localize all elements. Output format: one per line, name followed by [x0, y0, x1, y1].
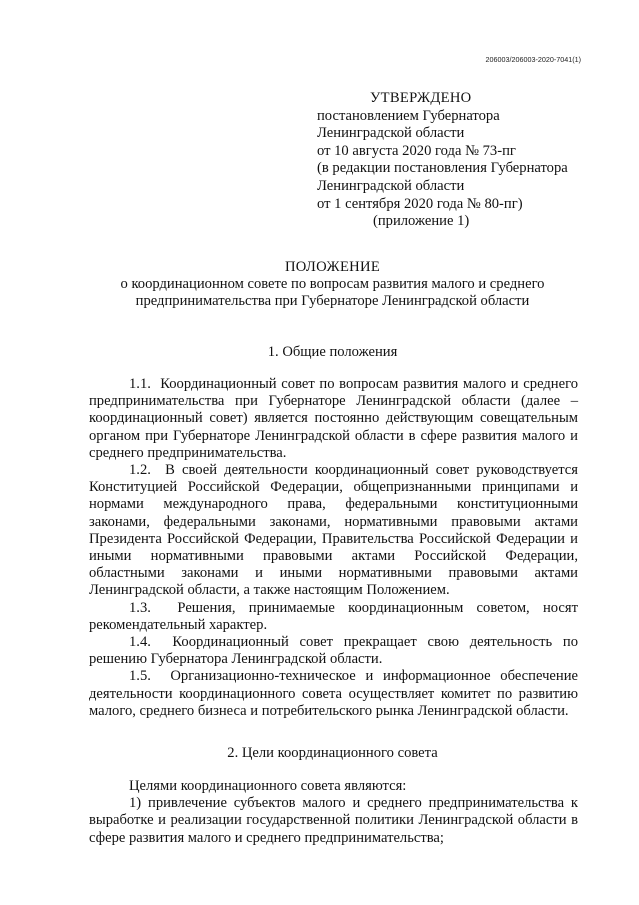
approval-line: постановлением Губернатора — [317, 107, 500, 124]
paragraph-2-item-1: 1) привлечение субъектов малого и среднего предпринимательства к выработке и реализации государственной политики Ленинградской области в сфере развития малого и среднего предпринимательства; — [89, 795, 578, 846]
approval-line: от 1 сентября 2020 года № 80-пг) — [317, 195, 523, 212]
approval-line: от 10 августа 2020 года № 73-пг — [317, 142, 516, 159]
paragraph-1-3: 1.3. Решения, принимаемые координационным советом, носят рекомендательный характер. — [89, 599, 578, 633]
section-2-title: 2. Цели координационного совета — [227, 745, 438, 761]
paragraph-1-5: 1.5. Организационно-техническое и информационное обеспечение деятельности координационного совета осуществляет комитет по развитию малого, среднего бизнеса и потребительского рынка Ленинградской области. — [89, 668, 578, 719]
paragraph-1-2: 1.2. В своей деятельности координационный совет руководствуется Конституцией Российской Федерации, общепризнанными принципами и нормами международного права, федеральными конституционными законами, федеральными законами, нормативными правовыми актами Президента Российской Федерации, Правительства Российской Федерации и иными нормативными правовыми актами Российской Федерации, областными законами и иными нормативными правовыми актами Ленинградской области, а также настоящим Положением. — [89, 462, 578, 599]
approval-block — [317, 90, 607, 231]
document-title: ПОЛОЖЕНИЕ — [284, 259, 381, 275]
document-id: 206003/206003-2020-7041(1) — [485, 55, 581, 64]
paragraph-1-1: 1.1. Координационный совет по вопросам развития малого и среднего предпринимательства при Губернаторе Ленинградской области (далее – координационный совет) является постоянно действующим совещательным органом при Губернаторе Ленинградской области в сфере развития малого и среднего предпринимательства. — [89, 376, 578, 461]
section-1-body — [89, 376, 578, 720]
paragraph-2-intro: Целями координационного совета являются: — [129, 778, 407, 794]
approval-line: (в редакции постановления Губернатора — [317, 160, 568, 177]
approval-line: Ленинградской области — [317, 125, 465, 142]
approval-title: УТВЕРЖДЕНО — [370, 90, 472, 106]
section-2-body — [89, 778, 578, 847]
paragraph-1-4: 1.4. Координационный совет прекращает свою деятельность по решению Губернатора Ленинградской области. — [89, 634, 578, 668]
section-1-title: 1. Общие положения — [267, 344, 398, 360]
approval-appendix: (приложение 1) — [373, 213, 470, 230]
approval-line: Ленинградской области — [317, 177, 465, 194]
document-heading — [0, 259, 639, 310]
document-subtitle-line: о координационном совете по вопросам развития малого и среднего — [120, 276, 545, 292]
document-subtitle-line: предпринимательства при Губернаторе Ленинградской области — [135, 293, 530, 309]
